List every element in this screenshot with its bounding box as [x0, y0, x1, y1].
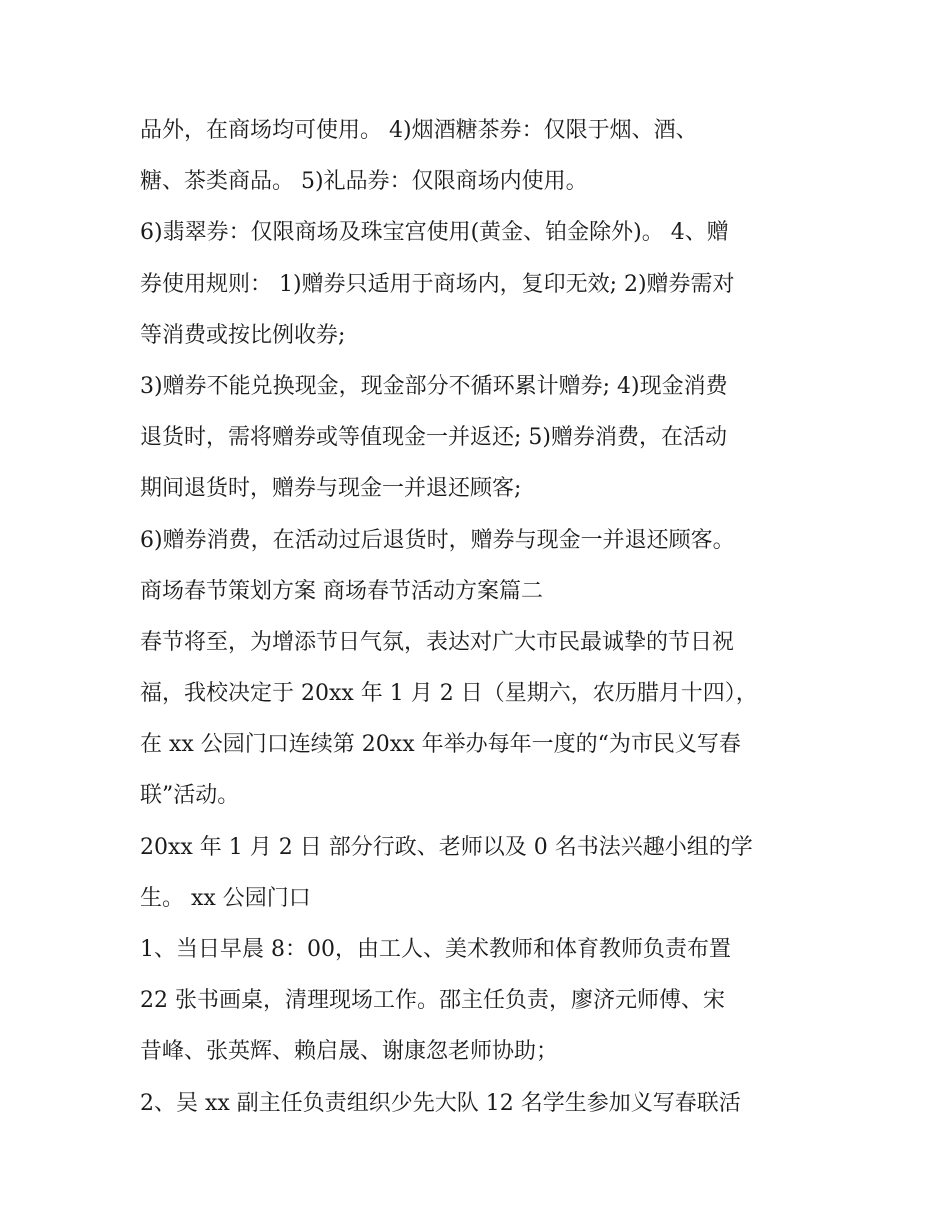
text-line: 品外，在商场均可使用。 4)烟酒糖茶券：仅限于烟、酒、: [140, 118, 698, 143]
text-line: 昔峰、张英辉、赖启晟、谢康忽老师协助；: [140, 1039, 559, 1065]
text-line: 22 张书画桌，清理现场工作。邵主任负责，廖济元师傅、宋: [140, 988, 725, 1014]
text-line: 生。 xx 公园门口: [140, 885, 311, 911]
text-line: 券使用规则： 1)赠券只适用于商场内，复印无效; 2)赠券需对: [140, 271, 735, 297]
text-line: 糖、茶类商品。 5)礼品券：仅限商场内使用。: [140, 169, 588, 195]
text-line: 联”活动。: [140, 783, 240, 809]
text-line: 退货时，需将赠券或等值现金一并返还; 5)赠券消费，在活动: [140, 425, 727, 451]
text-line: 20xx 年 1 月 2 日 部分行政、老师以及 0 名书法兴趣小组的学: [140, 834, 753, 860]
text-line: 2、吴 xx 副主任负责组织少先大队 12 名学生参加义写春联活: [140, 1090, 741, 1116]
text-line: 等消费或按比例收券;: [140, 322, 346, 348]
text-line: 福，我校决定于 20xx 年 1 月 2 日（星期六，农历腊月十四），: [140, 681, 758, 707]
text-line: 6)赠券消费，在活动过后退货时，赠券与现金一并退还顾客。: [140, 527, 735, 553]
text-line: 3)赠券不能兑换现金，现金部分不循环累计赠券; 4)现金消费: [140, 373, 728, 399]
document-body: [140, 109, 820, 1133]
text-line: 期间退货时，赠券与现金一并退还顾客;: [140, 476, 522, 502]
text-line: 在 xx 公园门口连续第 20xx 年举办每年一度的“为市民义写春: [140, 732, 741, 758]
text-line: 1、当日早晨 8：00，由工人、美术教师和体育教师负责布置: [140, 937, 731, 962]
text-line: 6)翡翠券：仅限商场及珠宝宫使用(黄金、铂金除外)。 4、赠: [140, 220, 729, 246]
section-heading: 商场春节策划方案 商场春节活动方案篇二: [140, 578, 543, 604]
text-line: 春节将至，为增添节日气氛，表达对广大市民最诚挚的节日祝: [140, 629, 735, 655]
